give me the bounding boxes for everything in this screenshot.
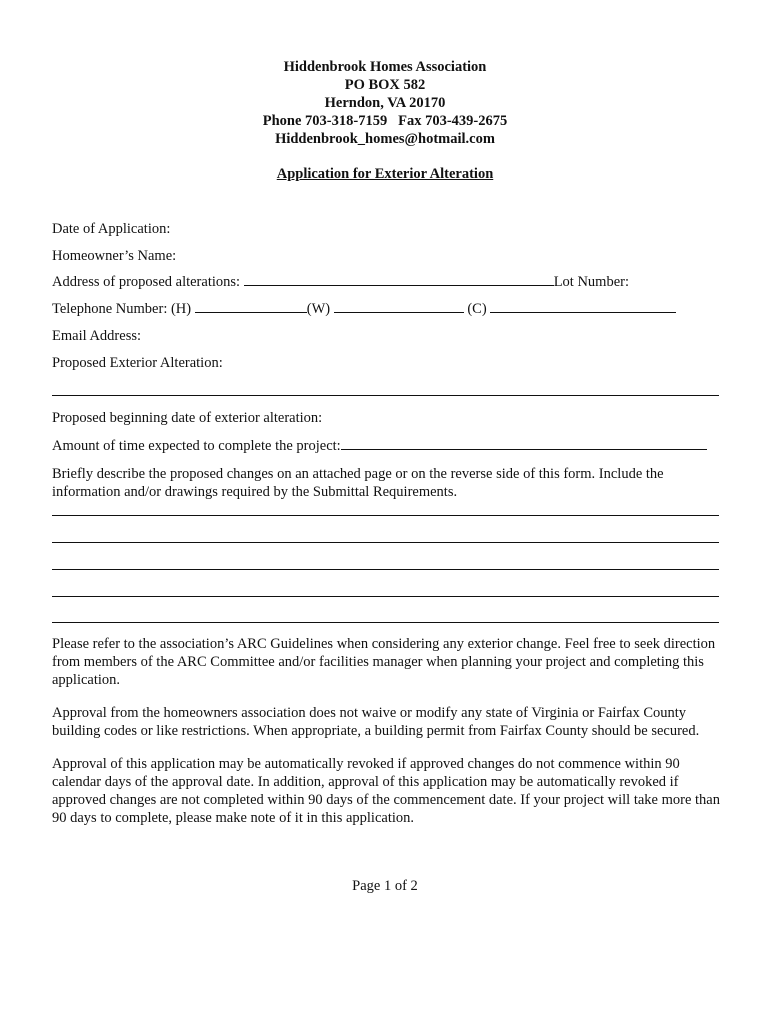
phone-fax: Phone 703-318-7159 Fax 703-439-2675 [262,113,508,129]
proposed-alteration-label: Proposed Exterior Alteration: [52,355,223,371]
form-title [0,166,770,183]
email-address-label: Email Address: [52,328,142,344]
homeowner-name-label: Homeowner’s Name: [52,248,177,264]
beginning-date-label: Proposed beginning date of exterior alteration: [52,410,323,426]
telephone-home-blank[interactable] [195,300,307,313]
letterhead [0,58,770,148]
telephone-cell-label: (C) [467,301,487,317]
telephone-row [52,300,676,318]
description-line[interactable] [52,542,719,543]
description-line[interactable] [52,515,719,516]
description-line[interactable] [52,569,719,570]
address-blank[interactable] [244,273,554,286]
lot-number-label: Lot Number: [553,274,629,290]
alteration-line[interactable] [52,395,719,396]
telephone-work-label: (W) [306,301,331,317]
date-of-application-label: Date of Application: [52,221,171,237]
description-line[interactable] [52,622,719,623]
completion-time-blank[interactable] [341,437,707,450]
completion-time-label: Amount of time expected to complete the project: [52,438,341,454]
page-number: Page 1 of 2 [352,878,418,894]
address-label: Address of proposed alterations: [52,274,241,290]
city-state-zip: Herndon, VA 20170 [324,95,446,111]
approval-waiver-notice: Approval from the homeowners association does not waive or modify any state of Virginia or Fairfax County building codes or like restrictions. When appropriate, a building permit from Fairfax County should be secured. [52,705,700,739]
address-row [52,273,629,291]
telephone-cell-blank[interactable] [490,300,676,313]
revocation-notice: Approval of this application may be automatically revoked if approved changes do not commence within 90 calendar days of the approval date. In addition, approval of this application may be automatically revoked if approved changes are not completed within 90 days of the commencement date. If your project will take more than 90 days to complete, please make note of it in this application. [52,756,720,826]
arc-guidelines-notice: Please refer to the association’s ARC Guidelines when considering any exterior change. Feel free to seek direction from members of the ARC Committee and/or facilities manager when planning your project and completing this application. [52,636,716,688]
contact-email: Hiddenbrook_homes@hotmail.com [275,131,495,147]
form-title-text: Application for Exterior Alteration [276,166,494,182]
completion-time-row [52,437,707,455]
po-box: PO BOX 582 [344,77,426,93]
telephone-home-label: Telephone Number: (H) [52,301,192,317]
description-line[interactable] [52,596,719,597]
org-name: Hiddenbrook Homes Association [283,59,487,75]
telephone-work-blank[interactable] [334,300,464,313]
describe-instructions: Briefly describe the proposed changes on an attached page or on the reverse side of this form. Include the information and/or drawings required by the Submittal Requirements. [52,466,664,500]
